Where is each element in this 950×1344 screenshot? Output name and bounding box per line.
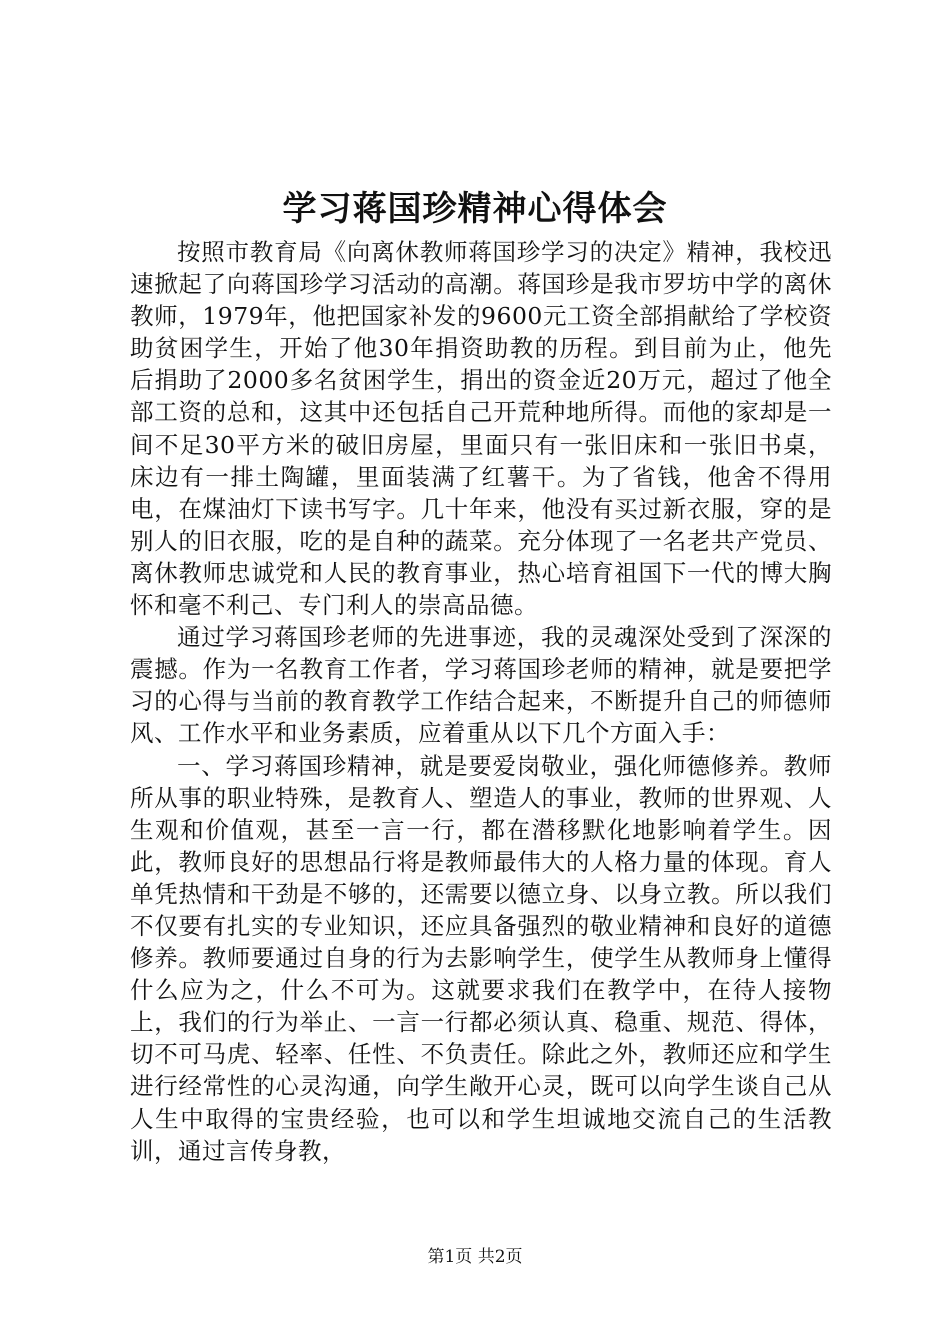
document-title: 学习蒋国珍精神心得体会 (282, 189, 668, 229)
paragraph-reflection: 通过学习蒋国珍老师的先进事迹，我的灵魂深处受到了深深的震撼。作为一名教育工作者，学习蒋国珍老师的精神，就是要把学习的心得与当前的教育教学工作结合起来，不断提升自己的师德师风、工作水平和业务素质，应着重从以下几个方面入手： (130, 623, 832, 748)
paragraph-intro: 按照市教育局《向离休教师蒋国珍学习的决定》精神，我校迅速掀起了向蒋国珍学习活动的高潮。蒋国珍是我市罗坊中学的离休教师，1979年，他把国家补发的9600元工资全部捐献给了学校资助贫困学生，开始了他30年捐资助教的历程。到目前为止，他先后捐助了2000多名贫困学生，捐出的资金近20万元，超过了他全部工资的总和，这其中还包括自己开荒种地所得。而他的家却是一间不足30平方米的破旧房屋，里面只有一张旧床和一张旧书桌，床边有一排土陶罐，里面装满了红薯干。为了省钱，他舍不得用电，在煤油灯下读书写字。几十年来，他没有买过新衣服，穿的是别人的旧衣服，吃的是自种的蔬菜。充分体现了一名老共产党员、离休教师忠诚党和人民的教育事业，热心培育祖国下一代的博大胸怀和毫不利己、专门利人的崇高品德。 (130, 238, 832, 620)
document-body (130, 236, 832, 1167)
page-footer: 第1页 共2页 (427, 1247, 523, 1267)
paragraph-point-one: 一、学习蒋国珍精神，就是要爱岗敬业，强化师德修养。教师所从事的职业特殊，是教育人、塑造人的事业，教师的世界观、人生观和价值观，甚至一言一行，都在潜移默化地影响着学生。因此，教师良好的思想品行将是教师最伟大的人格力量的体现。育人单凭热情和干劲是不够的，还需要以德立身、以身立教。所以我们不仅要有扎实的专业知识，还应具备强烈的敬业精神和良好的道德修养。教师要通过自身的行为去影响学生，使学生从教师身上懂得什么应为之，什么不可为。这就要求我们在教学中，在待人接物上，我们的行为举止、一言一行都必须认真、稳重、规范、得体，切不可马虎、轻率、任性、不负责任。除此之外，教师还应和学生进行经常性的心灵沟通，向学生敞开心灵，既可以向学生谈自己从人生中取得的宝贵经验，也可以和学生坦诚地交流自己的生活教训，通过言传身教， (130, 751, 832, 1165)
